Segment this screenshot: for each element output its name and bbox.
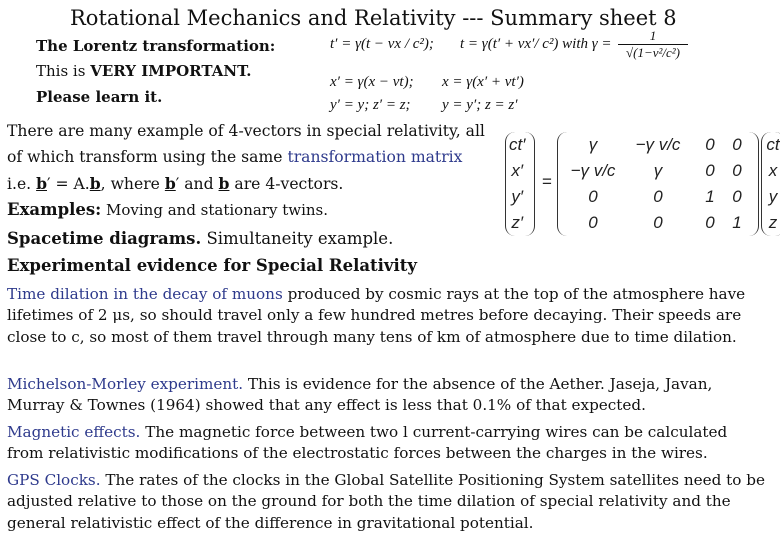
text: ′ and — [175, 175, 219, 193]
intro-important — [36, 62, 252, 80]
text: Moving and stationary twins. — [101, 201, 329, 219]
matrix-col-4 — [727, 132, 747, 236]
text: i.e. — [7, 175, 37, 193]
cell: ct′ — [509, 135, 526, 154]
cell: γ — [653, 161, 663, 180]
equation-yz-prime: y′ = y; z′ = z; — [330, 97, 411, 113]
muons-link[interactable]: Time dilation in the decay of muons — [7, 285, 283, 303]
cell: z — [768, 213, 778, 232]
text: The rates of the clocks in the Global Satellite Positioning System satellites need to be adjusted relative to those on the ground for both the time dilation of special relativity and the general relativistic effect of the difference in gravitational potential. — [7, 471, 765, 532]
text: are 4-vectors. — [229, 175, 344, 193]
magnetic-effects-link[interactable]: Magnetic effects. — [7, 423, 141, 441]
transformation-matrix-link[interactable]: transformation matrix — [287, 148, 463, 166]
gamma-fraction — [618, 28, 688, 61]
vector-b: b — [218, 174, 230, 193]
text: This is — [36, 62, 91, 80]
spacetime-line — [7, 229, 393, 248]
cell: 1 — [705, 187, 715, 206]
cell: 0 — [705, 135, 715, 154]
cell: x′ — [511, 161, 524, 180]
vector-b: b — [36, 174, 47, 193]
text: , where — [100, 175, 165, 193]
matrix-col-2 — [623, 132, 693, 236]
text: ′ = A. — [47, 175, 90, 193]
cell: z′ — [511, 213, 524, 232]
text: This is evidence for the absence of the Aether. Jaseja, Javan, Murray & Townes (1964) showed that any effect is less that 0.1% of that expected. — [7, 375, 713, 415]
cell: 0 — [588, 187, 598, 206]
equation-t: t = γ(t′ + vx′/ c²) with γ = — [460, 36, 612, 52]
evidence-gps — [7, 470, 767, 534]
cell: 0 — [732, 161, 742, 180]
equation-t-prime: t′ = γ(t − vx / c²); — [330, 36, 434, 52]
cell: 0 — [732, 187, 742, 206]
evidence-heading: Experimental evidence for Special Relativity — [7, 256, 417, 275]
cell: γ — [588, 135, 598, 154]
equation-x-prime: x′ = γ(x − vt); — [330, 74, 414, 90]
cell: 0 — [588, 213, 598, 232]
fourvector-line1: There are many example of 4-vectors in special relativity, all — [7, 122, 485, 140]
cell: 0 — [705, 161, 715, 180]
matrix-col-3 — [700, 132, 720, 236]
examples-line — [7, 200, 328, 219]
cell: 0 — [653, 213, 663, 232]
vector-b: b — [89, 174, 101, 193]
page-title: Rotational Mechanics and Relativity --- Summary sheet 8 — [70, 6, 677, 30]
intro-heading: The Lorentz transformation: — [36, 37, 276, 55]
cell: 1 — [732, 213, 742, 232]
text: Simultaneity example. — [201, 229, 394, 248]
rhs-vector — [763, 132, 780, 236]
text: of which transform using the same — [7, 148, 288, 166]
michelson-morley-link[interactable]: Michelson-Morley experiment. — [7, 375, 244, 393]
fourvector-line3 — [7, 173, 343, 195]
cell: ct — [766, 135, 780, 154]
evidence-magnetic — [7, 422, 767, 465]
cell: 0 — [705, 213, 715, 232]
gamma-denominator: √(1−v²/c²) — [625, 45, 680, 60]
evidence-michelson-morley — [7, 374, 767, 417]
cell: y′ — [511, 187, 524, 206]
intro-learn: Please learn it. — [36, 88, 163, 106]
spacetime-label: Spacetime diagrams. — [7, 229, 202, 248]
cell: 0 — [732, 135, 742, 154]
text: VERY IMPORTANT. — [90, 62, 252, 80]
cell: y — [768, 187, 778, 206]
equation-yz: y = y′; z = z′ — [442, 97, 518, 113]
vector-b: b — [164, 174, 176, 193]
examples-label: Examples: — [7, 200, 102, 219]
evidence-muons — [7, 284, 767, 348]
gamma-numerator: 1 — [618, 28, 688, 45]
text: produced by cosmic rays at the top of the atmosphere have lifetimes of 2 μs, so should travel only a few hundred metres before decaying. Their speeds are close to c, so most of them travel through many tens of km of atmosphere due to time dilation. — [7, 285, 746, 346]
cell: x — [768, 161, 778, 180]
cell: −γ v/c — [635, 135, 681, 154]
gps-clocks-link[interactable]: GPS Clocks. — [7, 471, 101, 489]
fourvector-line2 — [7, 147, 462, 168]
lhs-vector — [509, 132, 525, 236]
cell: −γ v/c — [570, 161, 616, 180]
matrix-col-1 — [563, 132, 623, 236]
cell: 0 — [653, 187, 663, 206]
text: The magnetic force between two l current-carrying wires can be calculated from relativistic modifications of the electrostatic forces between the charges in the wires. — [7, 423, 728, 463]
equals-sign: = — [542, 172, 552, 191]
equation-x: x = γ(x′ + vt′) — [442, 74, 524, 90]
